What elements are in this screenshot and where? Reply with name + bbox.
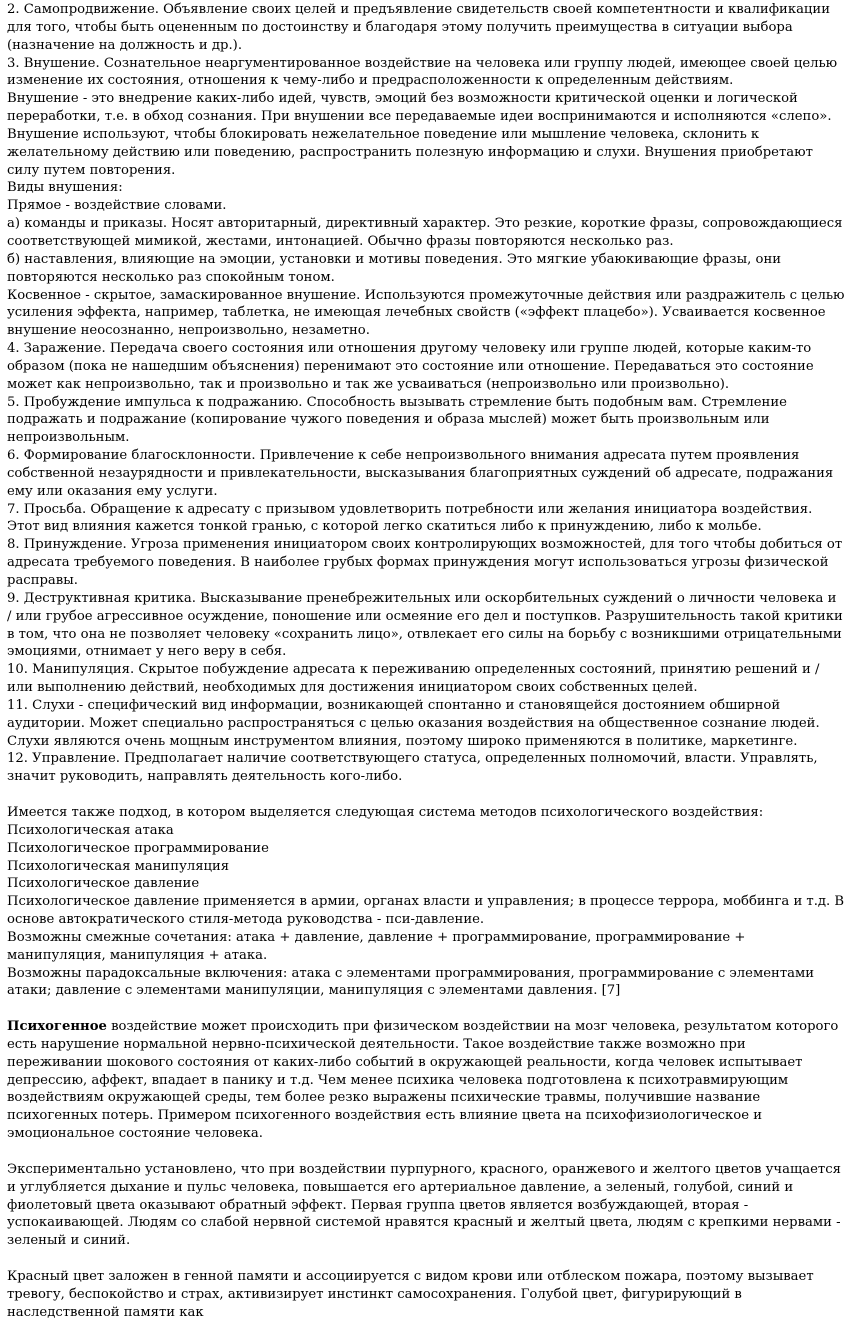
section-psychological-methods	[7, 804, 845, 1000]
paragraph: б) наставления, влияющие на эмоции, установки и мотивы поведения. Это мягкие убаюкивающие фразы, они повторяются несколько раз спокойным тоном.	[7, 251, 782, 285]
paragraph: 3. Внушение. Сознательное неаргументированное воздействие на человека или группу людей, имеющее своей целью изменение их состояния, отношения к чему-либо и предрасположенности к определенным действиям.	[7, 55, 838, 89]
paragraph: Психологическое давление применяется в армии, органах власти и управления; в процессе террора, моббинга и т.д. В основе автократического стиля-метода руководства - пси-давление.	[7, 894, 845, 928]
paragraph: Имеется также подход, в котором выделяется следующая система методов психологического воздействия:	[7, 804, 764, 820]
paragraph: Возможны парадоксальные включения: атака с элементами программирования, программирование с элементами атаки; давление с элементами манипуляции, манипуляция с элементами давления. [7]	[7, 965, 815, 999]
bold-term: Психогенное	[7, 1019, 107, 1035]
paragraph: 10. Манипуляция. Скрытое побуждение адресата к переживанию определенных состояний, принятию решений и / или выполнению действий, необходимых для достижения инициатором своих собственных целей.	[7, 662, 820, 696]
paragraph: 12. Управление. Предполагает наличие соответствующего статуса, определенных полномочий, власти. Управлять, значит руководить, направлять деятельность кого-либо.	[7, 751, 818, 785]
paragraph-gap	[7, 1143, 845, 1161]
paragraph-gap	[7, 786, 845, 804]
paragraph: Внушение используют, чтобы блокировать нежелательное поведение или мышление человека, склонить к желательному действию или поведению, распространить полезную информацию и слухи. Внушения приобретают силу путем повторения.	[7, 126, 813, 178]
psychogenic-paragraph	[7, 1018, 845, 1143]
paragraph: 5. Пробуждение импульса к подражанию. Способность вызывать стремление быть подобным вам. Стремление подражать и подражание (копирование чужого поведения и образа мыслей) может быть произвольным или непроизвольным.	[7, 394, 787, 446]
paragraph: 8. Принуждение. Угроза применения инициатором своих контролирующих возможностей, для того чтобы добиться от адресата требуемого поведения. В наиболее грубых формах принуждения могут использоваться угрозы физической расправы.	[7, 537, 843, 588]
paragraph: Косвенное - скрытое, замаскированное внушение. Используются промежуточные действия или раздражитель с целью усиления эффекта, например, таблетка, не имеющая лечебных свойств («эффект плацебо»). Усваивается косвенное внушение неосознанно, непроизвольно, незаметно.	[7, 287, 845, 339]
paragraph-gap	[7, 1000, 845, 1018]
document-page	[7, 1, 845, 1321]
paragraph-gap	[7, 1250, 845, 1268]
paragraph: 7. Просьба. Обращение к адресату с призывом удовлетворить потребности или желания инициатора воздействия. Этот вид влияния кажется тонкой гранью, с которой легко скатиться либо к принуждению, либо к мольбе.	[7, 501, 813, 535]
paragraph: 4. Заражение. Передача своего состояния или отношения другому человеку или группе людей, которые каким-то образом (пока не нашедшим объяснения) перенимают это состояние или отношение. Передаваться это состояние может как непроизвольно, так и произвольно и так же усваиваться (непроизвольно или произвольно).	[7, 341, 814, 392]
color-experiment-paragraph: Экспериментально установлено, что при воздействии пурпурного, красного, оранжевого и желтого цветов учащается и углубляется дыхание и пульс человека, повышается его артериальное давление, а зеленый, голубой, синий и фиолетовый цвета оказывают обратный эффект. Первая группа цветов является возбуждающей, вторая - успокаивающей. Людям со слабой нервной системой нравятся красный и желтый цвета, людям с крепкими нервами - зеленый и синий.	[7, 1161, 841, 1249]
red-color-paragraph: Красный цвет заложен в генной памяти и ассоциируется с видом крови или отблеском пожара, поэтому вызывает тревогу, беспокойство и страх, активизирует инстинкт самосохранения. Голубой цвет, фигурирующий в наследственной памяти как	[7, 1268, 814, 1320]
paragraph: 11. Слухи - специфический вид информации, возникающей спонтанно и становящейся достоянием обширной аудитории. Может специально распространяться с целью оказания воздействия на общественное сознание людей. Слухи являются очень мощным инструментом влияния, поэтому широко применяются в политике, маркетинге.	[7, 697, 820, 749]
list-item: Психологическая манипуляция	[7, 858, 230, 874]
list-item: Психологическое давление	[7, 876, 200, 892]
paragraph: 2. Самопродвижение. Объявление своих целей и предъявление свидетельств своей компетентности и квалификации для того, чтобы быть оцененным по достоинству и благодаря этому получить преимущества в ситуации выбора (назначение на должность и др.).	[7, 2, 830, 53]
paragraph-text: воздействие может происходить при физическом воздействии на мозг человека, результатом которого есть нарушение нормальной нервно-психической деятельности. Такое воздействие также возможно при переживании шокового состояния от каких-либо событий в окружающей реальности, когда человек испытывает депрессию, аффект, впадает в панику и т.д. Чем менее психика человека подготовлена к психотравмирующим воздействиям окружающей среды, тем более резко выражены психические травмы, получившие название психогенных потерь. Примером психогенного воздействия есть влияние цвета на психофизиологическое и эмоциональное состояние человека.	[7, 1019, 839, 1142]
paragraph: 9. Деструктивная критика. Высказывание пренебрежительных или оскорбительных суждений о личности человека и / или грубое агрессивное осуждение, поношение или осмеяние его дел и поступков. Разрушительность такой критики в том, что она не позволяет человеку «сохранить лицо», отвлекает его силы на борьбу с возникшими отрицательными эмоциями, отнимает у него веру в себя.	[7, 590, 843, 660]
paragraph: Виды внушения:	[7, 180, 123, 196]
paragraph: Прямое - воздействие словами.	[7, 198, 227, 214]
paragraph: а) команды и приказы. Носят авторитарный, директивный характер. Это резкие, короткие фразы, сопровождающиеся соответствующей мимикой, жестами, интонацией. Обычно фразы повторяются несколько раз.	[7, 216, 843, 249]
list-item: Психологическая атака	[7, 822, 174, 838]
paragraph: Возможны смежные сочетания: атака + давление, давление + программирование, программирование + манипуляция, манипуляция + атака.	[7, 929, 746, 963]
paragraph: Внушение - это внедрение каких-либо идей, чувств, эмоций без возможности критической оценки и логической переработки, т.е. в обход сознания. При внушении все передаваемые идеи воспринимаются и исполняются «слепо».	[7, 91, 832, 125]
section-influence-methods	[7, 1, 845, 786]
paragraph: 6. Формирование благосклонности. Привлечение к себе непроизвольного внимания адресата путем проявления собственной незаурядности и привлекательности, высказывания благоприятных суждений об адресате, подражания ему или оказания ему услуги.	[7, 448, 834, 499]
list-item: Психологическое программирование	[7, 840, 269, 856]
